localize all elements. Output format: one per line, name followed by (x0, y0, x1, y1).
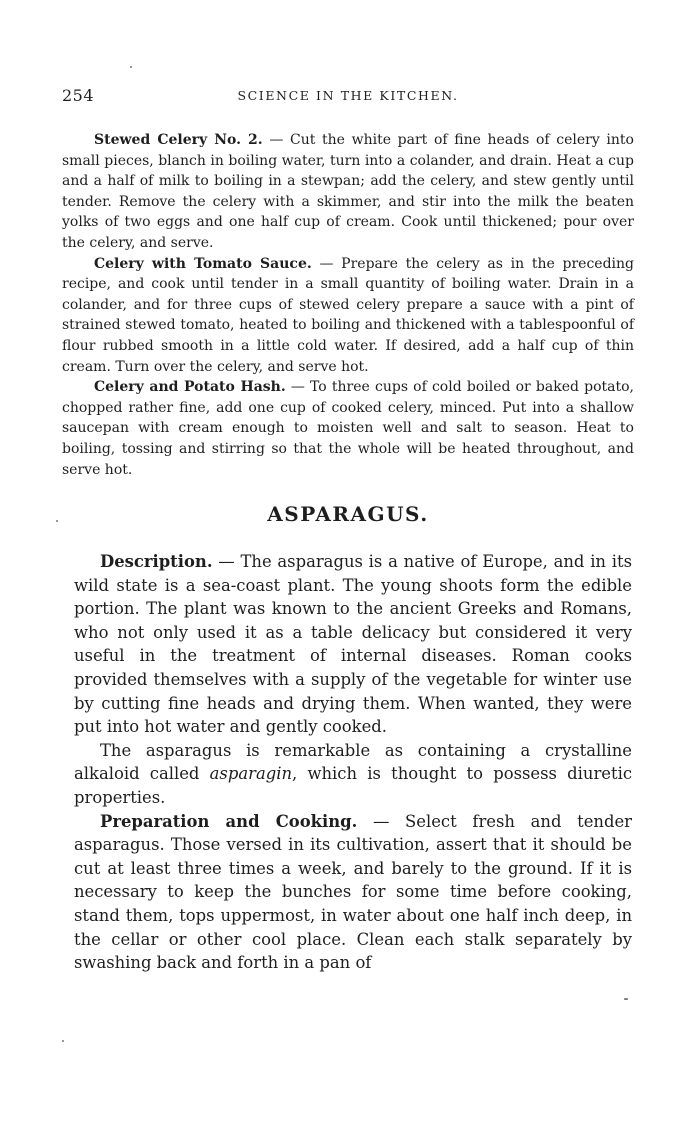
paper-speck (62, 1040, 64, 1042)
page-number: 254 (62, 86, 95, 105)
asparagin-text-before: The asparagus is remarkable as containing a crystalline alkaloid called (74, 740, 632, 784)
recipe-title: Celery with Tomato Sauce. (94, 255, 312, 272)
paper-speck (130, 66, 132, 68)
recipe-title: Stewed Celery No. 2. (94, 132, 263, 148)
paper-speck (624, 998, 628, 1000)
description-title: Description. (100, 552, 213, 571)
recipe-celery-tomato-sauce (62, 254, 634, 378)
asparagin-text-after: , which is thought to possess diuretic properties. (74, 764, 632, 807)
asparagin-term: asparagin (209, 764, 293, 784)
asparagin-paragraph (74, 739, 632, 810)
running-header (62, 86, 634, 108)
recipe-title: Celery and Potato Hash. (94, 379, 286, 396)
recipe-stewed-celery (62, 130, 634, 254)
description-text: — The asparagus is a native of Europe, and in its wild state is a sea-coast plant. The young shoots form the edible portion. The plant was known to the ancient Greeks and Romans, who not only used it as a table delicacy but considered it very useful in the treatment of internal diseases. Roman cooks provided themselves with a supply of the vegetable for winter use by cutting fine heads and drying them. When wanted, they were put into hot water and gently cooked. (74, 552, 632, 737)
section-heading: ASPARAGUS. (267, 502, 429, 526)
recipe-text: — Prepare the celery as in the preceding recipe, and cook until tender in a small quantity of boiling water. Drain in a colander, and for three cups of stewed celery prepare a sauce with a pint of strained stewed tomato, heated to boiling and thickened with a tablespoonful of flour rubbed smooth in a little cold water. If desired, add a half cup of thin cream. Turn over the celery, and serve hot. (62, 255, 634, 375)
preparation-title: Preparation and Cooking. (100, 811, 358, 831)
preparation-paragraph (74, 810, 632, 975)
recipe-celery-potato-hash (62, 377, 634, 480)
preparation-text: — Select fresh and tender asparagus. Those versed in its cultivation, assert that it should be cut at least three times a week, and barely to the ground. If it is necessary to keep the bunches for some time before cooking, stand them, tops uppermost, in water about one half inch deep, in the cellar or other cool place. Clean each stalk separately by swashing back and forth in a pan of (74, 811, 632, 973)
celery-recipes (62, 130, 634, 480)
recipe-text: — Cut the white part of fine heads of celery into small pieces, blanch in boiling water, turn into a colander, and drain. Heat a cup and a half of milk to boiling in a stewpan; add the celery, and stew gently until tender. Remove the celery with a skimmer, and stir into the milk the beaten yolks of two eggs and one half cup of cream. Cook until thickened; pour over the celery, and serve. (62, 132, 634, 251)
asparagus-section (74, 550, 632, 975)
paper-speck (56, 520, 58, 522)
recipe-text: — To three cups of cold boiled or baked potato, chopped rather fine, add one cup of cooked celery, minced. Put into a shallow saucepan with cream enough to moisten well and salt to season. Heat to boiling, tossing and stirring so that the whole will be heated throughout, and serve hot. (62, 379, 635, 478)
running-title: SCIENCE IN THE KITCHEN. (237, 88, 459, 103)
description-paragraph (74, 550, 632, 739)
